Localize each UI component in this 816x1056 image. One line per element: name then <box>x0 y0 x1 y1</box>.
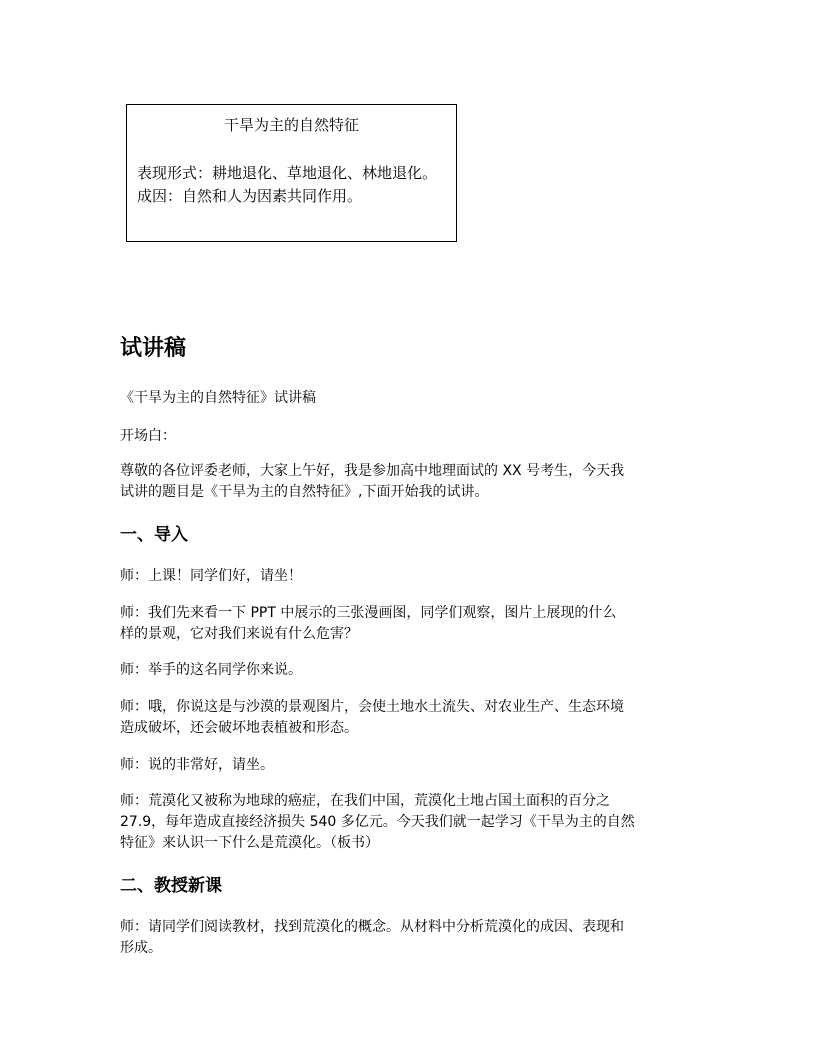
paragraph-4-line-2: 造成破坏，还会破坏地表植被和形态。 <box>120 720 358 736</box>
paragraph-7-line-1: 师：请同学们阅读教材，找到荒漠化的概念。从材料中分析荒漠化的成因、表现和 <box>120 919 624 935</box>
paragraph-6-line-3: 特征》来认识一下什么是荒漠化。（板书） <box>120 835 379 851</box>
board-line-forms: 表现形式：耕地退化、草地退化、林地退化。 <box>137 164 438 182</box>
paragraph-4 <box>120 697 700 739</box>
opening-line-1: 尊敬的各位评委老师，大家上午好，我是参加高中地理面试的 XX 号考生，今天我 <box>120 463 625 479</box>
blackboard-summary-box <box>126 104 457 242</box>
paragraph-5: 师：说的非常好，请坐。 <box>120 757 274 773</box>
paragraph-2-line-2: 样的景观，它对我们来说有什么危害？ <box>120 626 358 642</box>
heading-new-lesson: 二、教授新课 <box>120 876 222 896</box>
paragraph-6-line-2: 27.9，每年造成直接经济损失 540 多亿元。今天我们就一起学习《干旱为主的自然 <box>120 814 635 830</box>
paragraph-7-line-2: 形成。 <box>120 940 162 956</box>
opening-label: 开场白： <box>120 428 176 444</box>
paragraph-6-line-1: 师：荒漠化又被称为地球的癌症，在我们中国，荒漠化土地占国土面积的百分之 <box>120 793 610 809</box>
board-title: 干旱为主的自然特征 <box>223 116 359 134</box>
paragraph-4-line-1: 师：哦，你说这是与沙漠的景观图片，会使土地水土流失、对农业生产、生态环境 <box>120 699 624 715</box>
paragraph-3: 师：举手的这名同学你来说。 <box>120 662 302 678</box>
paragraph-6 <box>120 791 700 854</box>
paragraph-2-line-1: 师：我们先来看一下 PPT 中展示的三张漫画图，同学们观察，图片上展现的什么 <box>120 605 617 621</box>
paragraph-7 <box>120 917 700 959</box>
paragraph-2 <box>120 603 700 645</box>
opening-line-2: 试讲的题目是《干旱为主的自然特征》,下面开始我的试讲。 <box>120 484 489 500</box>
section-title: 试讲稿 <box>120 336 187 361</box>
heading-introduction: 一、导入 <box>120 525 188 545</box>
doc-title: 《干旱为主的自然特征》试讲稿 <box>120 390 316 406</box>
board-line-causes: 成因：自然和人为因素共同作用。 <box>137 187 363 205</box>
opening-paragraph <box>120 461 700 503</box>
paragraph-1: 师：上课！同学们好，请坐！ <box>120 568 302 584</box>
